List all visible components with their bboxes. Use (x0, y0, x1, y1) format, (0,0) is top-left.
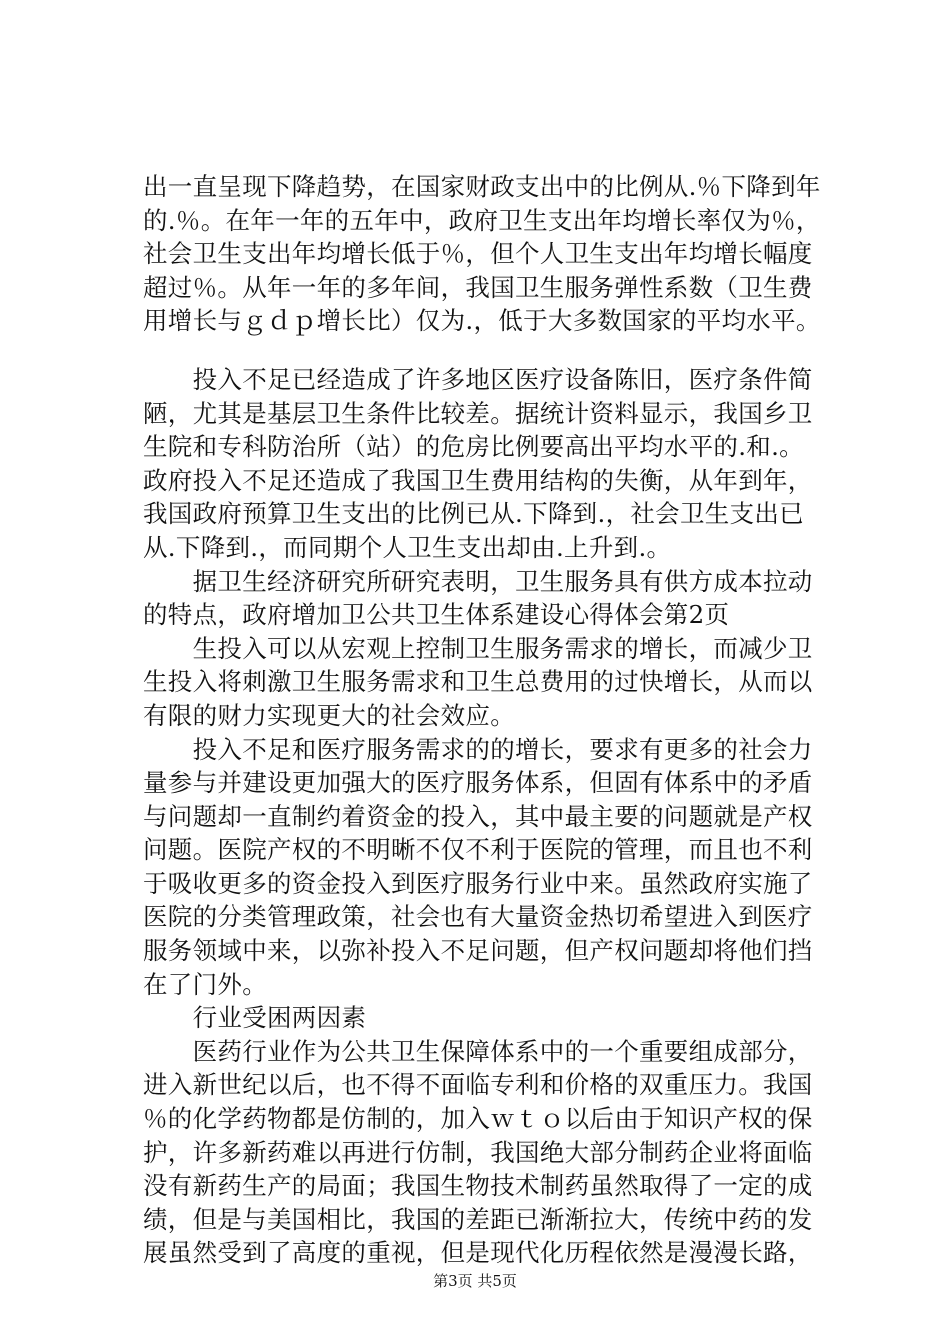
paragraph-6 (143, 1035, 833, 1270)
text-line: ％的化学药物都是仿制的，加入ｗｔｏ以后由于知识产权的保 (143, 1104, 813, 1134)
text-line: 陋，尤其是基层卫生条件比较差。据统计资料显示，我国乡卫 (143, 398, 813, 428)
text-line: 问题。医院产权的不明晰不仅不利于医院的管理，而且也不利 (143, 835, 813, 865)
text-line: 投入不足和医疗服务需求的的增长，要求有更多的社会力 (143, 734, 813, 764)
text-line: 医院的分类管理政策，社会也有大量资金热切希望进入到医疗 (143, 902, 813, 932)
text-line: 政府投入不足还造成了我国卫生费用结构的失衡，从年到年， (143, 465, 813, 495)
heading-line: 行业受困两因素 (143, 1003, 367, 1033)
body-text (143, 170, 833, 1270)
paragraph-5 (143, 733, 833, 1002)
paragraph-2 (143, 363, 833, 565)
text-line: 护，许多新药难以再进行仿制，我国绝大部分制药企业将面临 (143, 1137, 813, 1167)
text-line: 据卫生经济研究所研究表明，卫生服务具有供方成本拉动 (143, 566, 813, 596)
text-line: 有限的财力实现更大的社会效应。 (143, 700, 515, 730)
text-line: 的.％。在年一年的五年中，政府卫生支出年均增长率仅为％， (143, 205, 821, 235)
text-line: 进入新世纪以后，也不得不面临专利和价格的双重压力。我国 (143, 1070, 813, 1100)
paragraph-3 (143, 565, 833, 632)
section-heading (143, 1001, 833, 1035)
text-line: 的特点，政府增加卫公共卫生体系建设心得体会第2页 (143, 600, 730, 630)
text-line: 用增长与ｇｄｐ增长比）仅为.，低于大多数国家的平均水平。 (143, 306, 821, 336)
page-number: 第3页 共5页 (433, 1272, 517, 1290)
text-line: 服务领域中来，以弥补投入不足问题，但产权问题却将他们挡 (143, 936, 813, 966)
text-line: 展虽然受到了高度的重视，但是现代化历程依然是漫漫长路， (143, 1238, 813, 1268)
text-line: 医药行业作为公共卫生保障体系中的一个重要组成部分， (143, 1036, 813, 1066)
text-line: 在了门外。 (143, 969, 267, 999)
text-line: 于吸收更多的资金投入到医疗服务行业中来。虽然政府实施了 (143, 868, 813, 898)
text-line: 生投入可以从宏观上控制卫生服务需求的增长，而减少卫 (143, 633, 813, 663)
text-line: 生投入将刺激卫生服务需求和卫生总费用的过快增长，从而以 (143, 667, 813, 697)
paragraph-1 (143, 170, 833, 338)
paragraph-gap (143, 338, 833, 363)
text-line: 量参与并建设更加强大的医疗服务体系，但固有体系中的矛盾 (143, 768, 813, 798)
text-line: 与问题却一直制约着资金的投入，其中最主要的问题就是产权 (143, 801, 813, 831)
text-line: 没有新药生产的局面；我国生物技术制药虽然取得了一定的成 (143, 1171, 813, 1201)
text-line: 出一直呈现下降趋势，在国家财政支出中的比例从.％下降到年 (143, 172, 821, 201)
text-line: 我国政府预算卫生支出的比例已从.下降到.，社会卫生支出已 (143, 499, 804, 529)
text-line: 投入不足已经造成了许多地区医疗设备陈旧，医疗条件简 (143, 364, 813, 394)
text-line: 社会卫生支出年均增长低于％，但个人卫生支出年均增长幅度 (143, 239, 813, 269)
text-line: 超过％。从年一年的多年间，我国卫生服务弹性系数（卫生费 (143, 272, 813, 302)
page-footer (0, 1271, 950, 1291)
text-line: 生院和专科防治所（站）的危房比例要高出平均水平的.和.。 (143, 432, 804, 462)
text-line: 绩，但是与美国相比，我国的差距已渐渐拉大，传统中药的发 (143, 1204, 813, 1234)
paragraph-4 (143, 632, 833, 733)
text-line: 从.下降到.，而同期个人卫生支出却由.上升到.。 (143, 532, 672, 562)
